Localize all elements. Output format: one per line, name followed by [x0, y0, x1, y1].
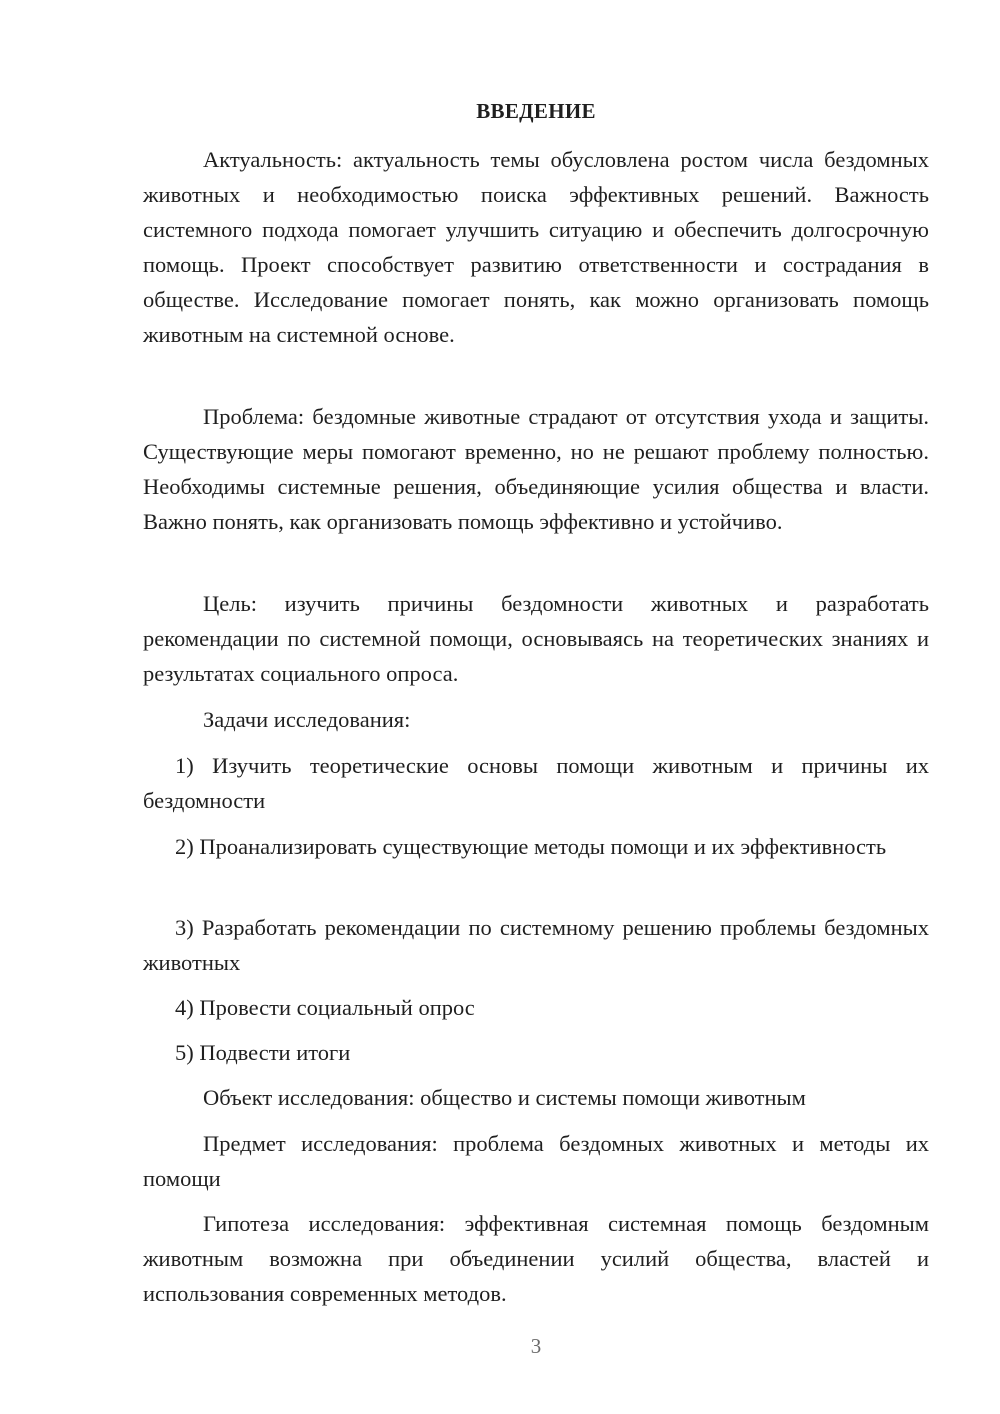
- paragraph-object: Объект исследования: общество и системы помощи животным: [203, 1085, 806, 1110]
- paragraph-relevance: Актуальность: актуальность темы обусловлена ростом числа бездомных животных и необходимостью поиска эффективных решений. Важность системного подхода помогает улучшить ситуацию и обеспечить долгосрочную помощь. Проект способствует развитию ответственности и сострадания в обществе. Исследование помогает понять, как можно организовать помощь животным на системной основе.: [143, 147, 929, 347]
- paragraph-problem: Проблема: бездомные животные страдают от отсутствия ухода и защиты. Существующие меры помогают временно, но не решают проблему полностью. Необходимы системные решения, объединяющие усилия общества и власти. Важно понять, как организовать помощь эффективно и устойчиво.: [143, 404, 929, 534]
- paragraph-goal: Цель: изучить причины бездомности животных и разработать рекомендации по системной помощи, основываясь на теоретических знаниях и результатах социального опроса.: [143, 591, 929, 686]
- paragraph-hypothesis: Гипотеза исследования: эффективная системная помощь бездомным животным возможна при объединении усилий общества, властей и использования современных методов.: [143, 1211, 929, 1306]
- section-heading: ВВЕДЕНИЕ: [476, 99, 596, 123]
- paragraph-subject: Предмет исследования: проблема бездомных животных и методы их помощи: [143, 1131, 929, 1191]
- list-item-task-5: 5) Подвести итоги: [175, 1040, 351, 1065]
- page-number: 3: [530, 1334, 542, 1358]
- list-item-task-2: 2) Проанализировать существующие методы помощи и их эффективность: [175, 834, 887, 859]
- list-item-task-3: 3) Разработать рекомендации по системному решению проблемы бездомных животных: [143, 915, 929, 975]
- list-item-task-1: 1) Изучить теоретические основы помощи животным и причины их бездомности: [143, 753, 929, 813]
- list-item-task-4: 4) Провести социальный опрос: [175, 995, 475, 1020]
- paragraph-tasks-heading: Задачи исследования:: [203, 707, 411, 732]
